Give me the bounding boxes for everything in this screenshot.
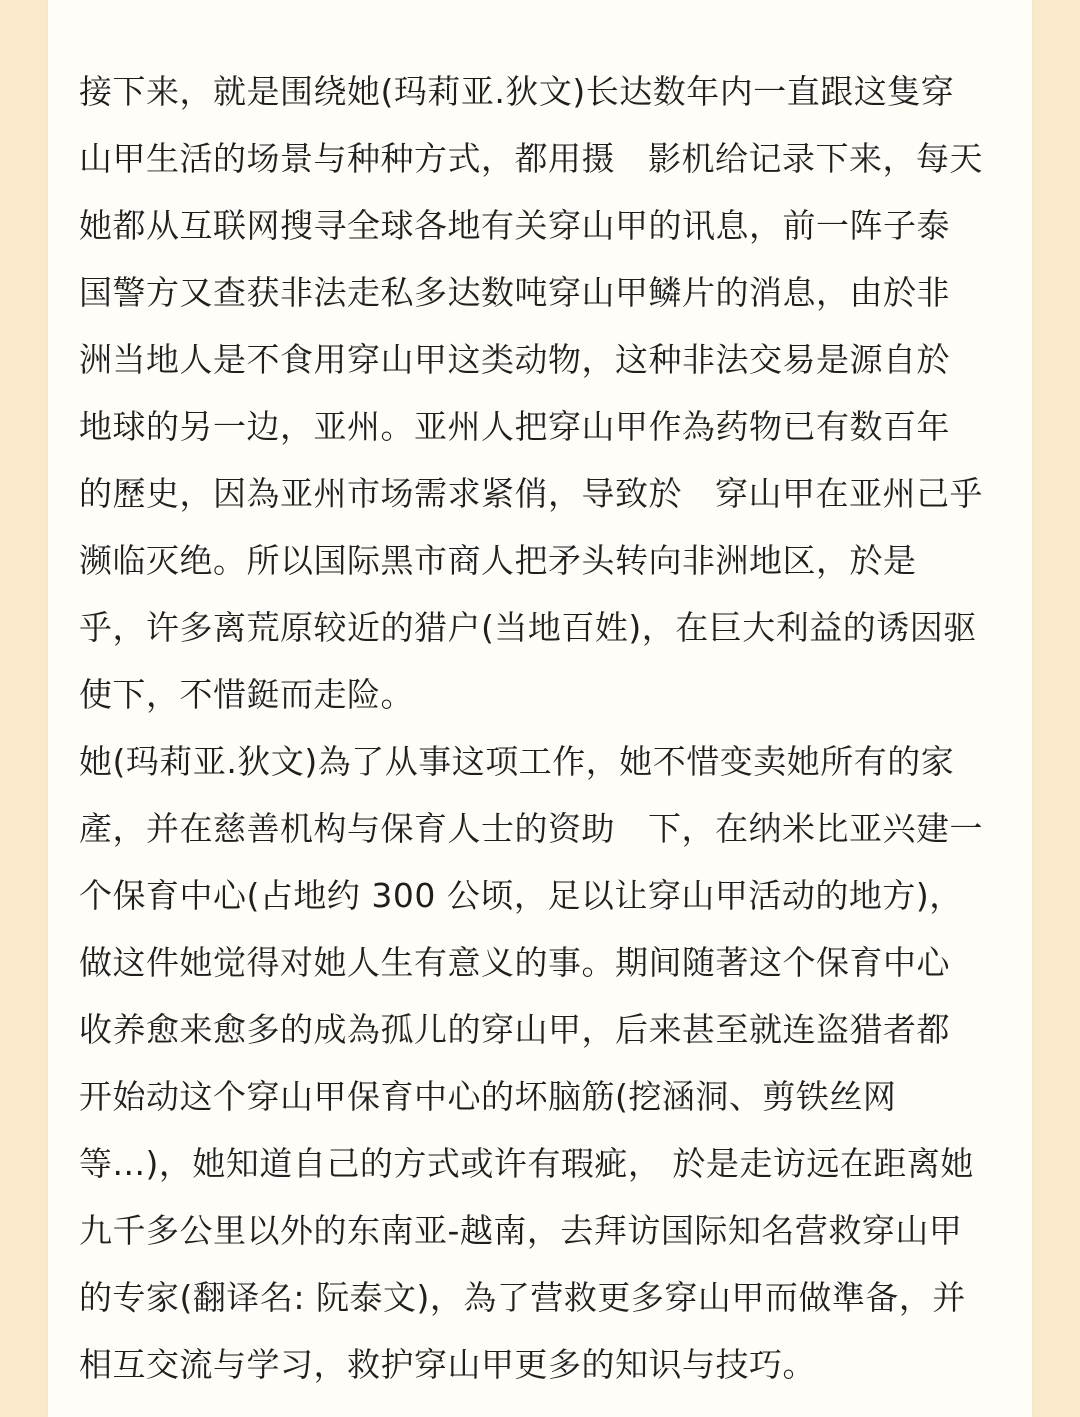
text-line: 接下来，就是围绕她(玛莉亚.狄文)长达数年内一直跟这隻穿 <box>79 72 955 111</box>
text-line: 开始动这个穿山甲保育中心的坏脑筋(挖涵洞、剪铁丝网 <box>79 1077 897 1116</box>
article-body <box>79 58 1009 1398</box>
text-line: 產，并在慈善机构与保育人士的资助 下，在纳米比亚兴建一 <box>79 809 983 848</box>
text-line: 做这件她觉得对她人生有意义的事。期间随著这个保育中心 <box>79 943 950 982</box>
text-line: 收养愈来愈多的成為孤儿的穿山甲，后来甚至就连盗猎者都 <box>79 1010 950 1049</box>
left-margin-band <box>0 0 48 1417</box>
text-line: 乎，许多离荒原较近的猎户(当地百姓)，在巨大利益的诱因驱 <box>79 608 977 647</box>
text-line: 地球的另一边，亚州。亚州人把穿山甲作為药物已有数百年 <box>79 407 950 446</box>
text-line: 她(玛莉亚.狄文)為了从事这项工作，她不惜变卖她所有的家 <box>79 742 955 781</box>
right-margin-band <box>1032 0 1080 1417</box>
text-line: 等...)，她知道自己的方式或许有瑕疵， 於是走访远在距离她 <box>79 1144 974 1183</box>
text-line: 的专家(翻译名: 阮泰文)，為了营救更多穿山甲而做準备，并 <box>79 1278 966 1317</box>
text-line: 国警方又查获非法走私多达数吨穿山甲鳞片的消息，由於非 <box>79 273 950 312</box>
text-line: 个保育中心(占地约 300 公顷，足以让穿山甲活动的地方)， <box>79 876 963 915</box>
text-line: 她都从互联网搜寻全球各地有关穿山甲的讯息，前一阵子泰 <box>79 206 950 245</box>
text-line: 使下，不惜鋌而走险。 <box>79 675 414 714</box>
text-line: 濒临灭绝。所以国际黑市商人把矛头转向非洲地区，於是 <box>79 541 917 580</box>
text-line: 的歷史，因為亚州市场需求紧俏，导致於 穿山甲在亚州己乎 <box>79 474 983 513</box>
text-line: 相互交流与学习，救护穿山甲更多的知识与技巧。 <box>79 1345 816 1384</box>
text-line: 山甲生活的场景与种种方式，都用摄 影机给记录下来，每天 <box>79 139 983 178</box>
text-line: 洲当地人是不食用穿山甲这类动物，这种非法交易是源自於 <box>79 340 950 379</box>
text-line: 九千多公里以外的东南亚-越南，去拜访国际知名营救穿山甲 <box>79 1211 963 1250</box>
